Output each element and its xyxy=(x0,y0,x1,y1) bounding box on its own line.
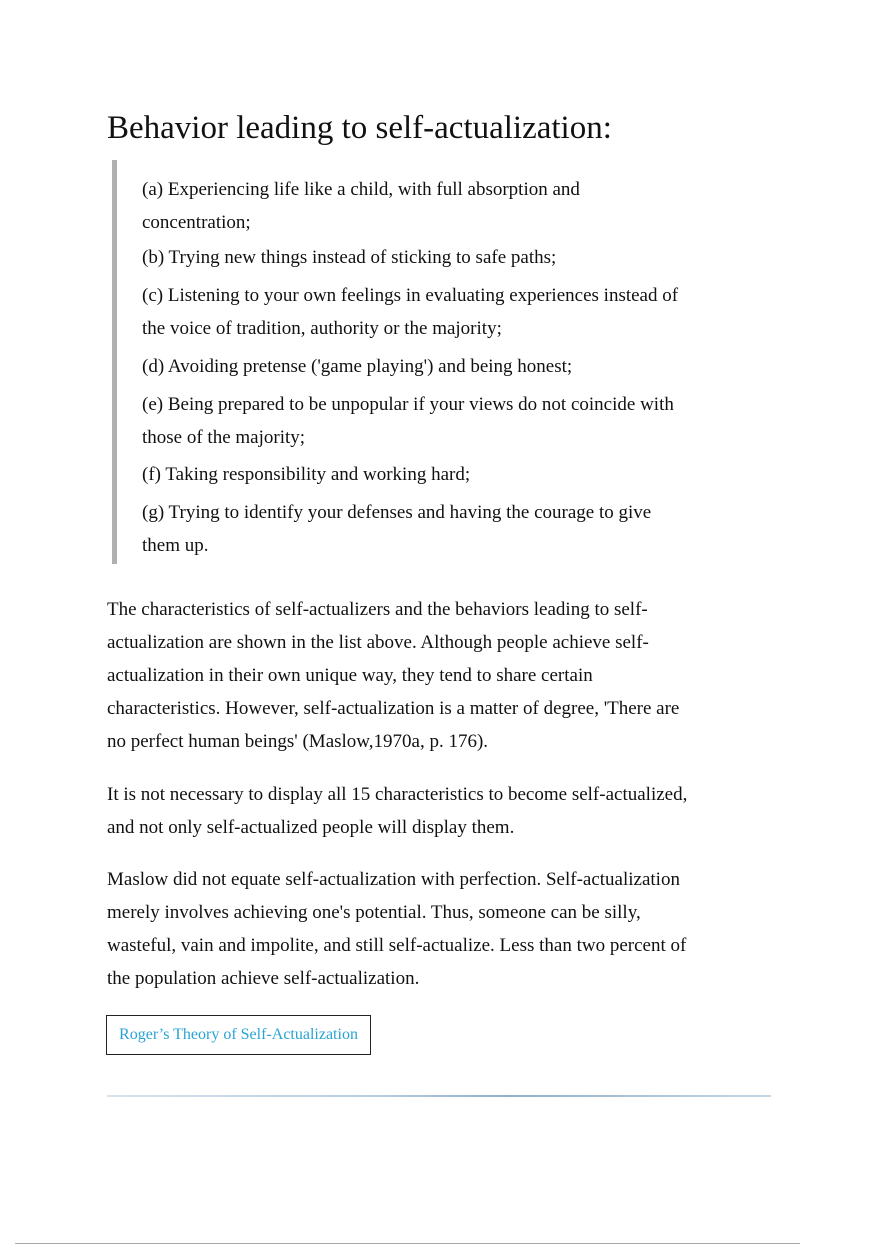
rogers-theory-link-label[interactable]: Roger’s Theory of Self-Actualization xyxy=(119,1026,358,1043)
paragraph-characteristics: The characteristics of self-actualizers and the behaviors leading to self- actualization are shown in the list above. Although people achieve self- actualization in their own unique way, they tend to share certain characteristics. However, self-actualization is a matter of degree, 'There are no perfect human beings' (Maslow,1970a, p. 176). xyxy=(107,599,680,752)
section-divider xyxy=(107,1095,771,1097)
behavior-item-c: (c) Listening to your own feelings in evaluating experiences instead of the voice of tradition, authority or the majority; xyxy=(142,285,679,339)
behavior-list-blockquote xyxy=(112,160,717,564)
paragraph-not-necessary: It is not necessary to display all 15 characteristics to become self-actualized, and not only self-actualized people will display them. xyxy=(107,784,688,838)
behavior-item-f: (f) Taking responsibility and working hard; xyxy=(142,464,471,485)
behavior-item-e: (e) Being prepared to be unpopular if your views do not coincide with those of the majority; xyxy=(142,394,674,448)
behavior-item-a: (a) Experiencing life like a child, with full absorption and concentration; xyxy=(142,179,580,233)
behavior-item-b: (b) Trying new things instead of sticking to safe paths; xyxy=(142,247,557,268)
page-bottom-rule xyxy=(15,1243,800,1244)
behavior-item-g: (g) Trying to identify your defenses and having the courage to give them up. xyxy=(142,502,652,556)
rogers-theory-link-button[interactable] xyxy=(106,1015,371,1055)
behavior-item-d: (d) Avoiding pretense ('game playing') and being honest; xyxy=(142,356,573,377)
paragraph-perfection: Maslow did not equate self-actualization with perfection. Self-actualization merely involves achieving one's potential. Thus, someone can be silly, wasteful, vain and impolite, and still self-actualize. Less than two percent of the population achieve self-actualization. xyxy=(107,869,687,989)
section-heading: Behavior leading to self-actualization: xyxy=(107,110,612,146)
